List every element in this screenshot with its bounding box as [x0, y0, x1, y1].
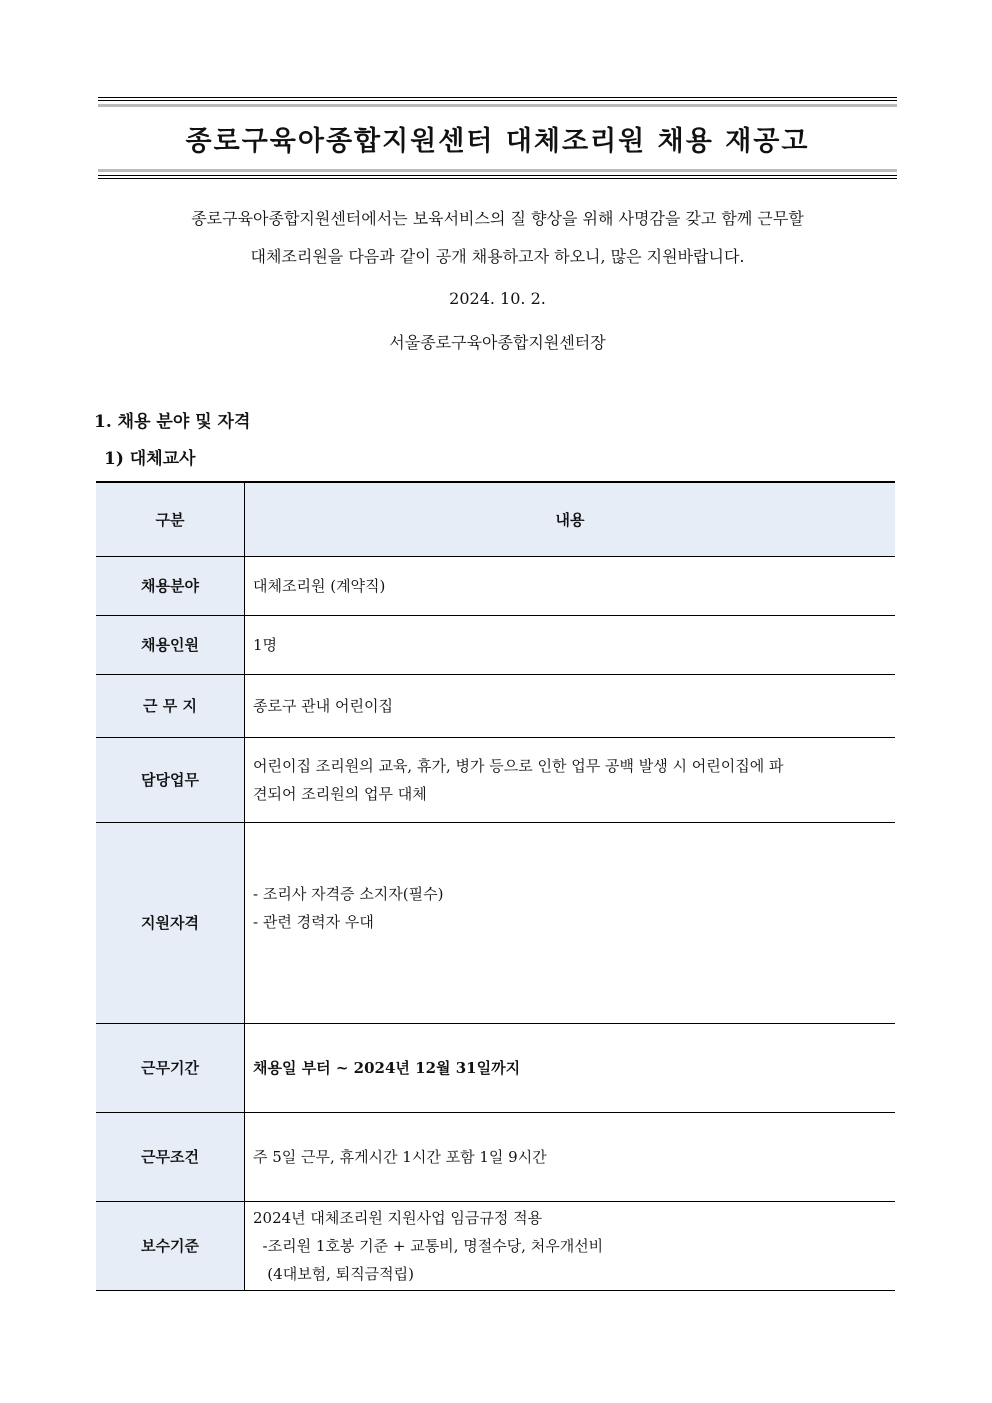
- row-label-field: 채용분야: [96, 556, 245, 615]
- row-value-field: [245, 556, 896, 615]
- notice-title-box: [98, 97, 897, 179]
- row-label-conditions: 근무조건: [96, 1112, 245, 1201]
- row-value-count: [245, 615, 896, 674]
- notice-signer: 서울종로구육아종합지원센터장: [389, 333, 606, 352]
- value-line: 주 5일 근무, 휴게시간 1시간 포함 1일 9시간: [253, 1147, 547, 1166]
- section-subheading: 1) 대체교사: [104, 449, 196, 469]
- value-line: 견되어 조리원의 업무 대체: [253, 784, 427, 803]
- table-row: [96, 556, 895, 615]
- row-value-period: [245, 1023, 896, 1112]
- value-line: 2024년 대체조리원 지원사업 임금규정 적용: [253, 1208, 543, 1227]
- table-row: [96, 674, 895, 737]
- notice-title: 종로구육아종합지원센터 대체조리원 채용 재공고: [185, 125, 810, 157]
- intro-line-2: 대체조리원을 다음과 같이 공개 채용하고자 하오니, 많은 지원바랍니다.: [250, 247, 745, 266]
- row-label-qualifications: 지원자격: [96, 822, 245, 1023]
- value-line: 1명: [253, 635, 278, 654]
- row-label-location: 근 무 지: [96, 674, 245, 737]
- value-line: - 관련 경력자 우대: [253, 912, 374, 931]
- row-value-duties: [245, 737, 896, 822]
- row-label-period: 근무기간: [96, 1023, 245, 1112]
- table-row: [96, 1023, 895, 1112]
- value-line: 채용일 부터 ~ 2024년 12월 31일까지: [253, 1058, 521, 1077]
- table-row: [96, 822, 895, 1023]
- row-value-location: [245, 674, 896, 737]
- row-label-salary: 보수기준: [96, 1201, 245, 1290]
- value-line: - 조리사 자격증 소지자(필수): [253, 884, 444, 903]
- value-line: 어린이집 조리원의 교육, 휴가, 병가 등으로 인한 업무 공백 발생 시 어린이집에 파: [253, 756, 784, 775]
- table-row: [96, 615, 895, 674]
- row-value-qualifications: [245, 822, 896, 1023]
- table-header-row: [96, 482, 895, 556]
- value-line: 대체조리원 (계약직): [253, 576, 386, 595]
- table-row: [96, 737, 895, 822]
- row-label-count: 채용인원: [96, 615, 245, 674]
- value-line: -조리원 1호봉 기준 + 교통비, 명절수당, 처우개선비: [253, 1236, 604, 1255]
- header-content: 내용: [245, 482, 896, 556]
- recruitment-table: [96, 481, 895, 1291]
- section-heading: 1. 채용 분야 및 자격: [94, 412, 251, 432]
- header-category: 구분: [96, 482, 245, 556]
- intro-line-1: 종로구육아종합지원센터에서는 보육서비스의 질 향상을 위해 사명감을 갖고 함께 근무할: [191, 209, 804, 228]
- row-value-salary: [245, 1201, 896, 1290]
- value-line: 종로구 관내 어린이집: [253, 696, 393, 715]
- row-label-duties: 담당업무: [96, 737, 245, 822]
- table-row: [96, 1201, 895, 1290]
- table-row: [96, 1112, 895, 1201]
- row-value-conditions: [245, 1112, 896, 1201]
- notice-date: 2024. 10. 2.: [449, 289, 546, 308]
- value-line: (4대보험, 퇴직금적립): [253, 1264, 415, 1283]
